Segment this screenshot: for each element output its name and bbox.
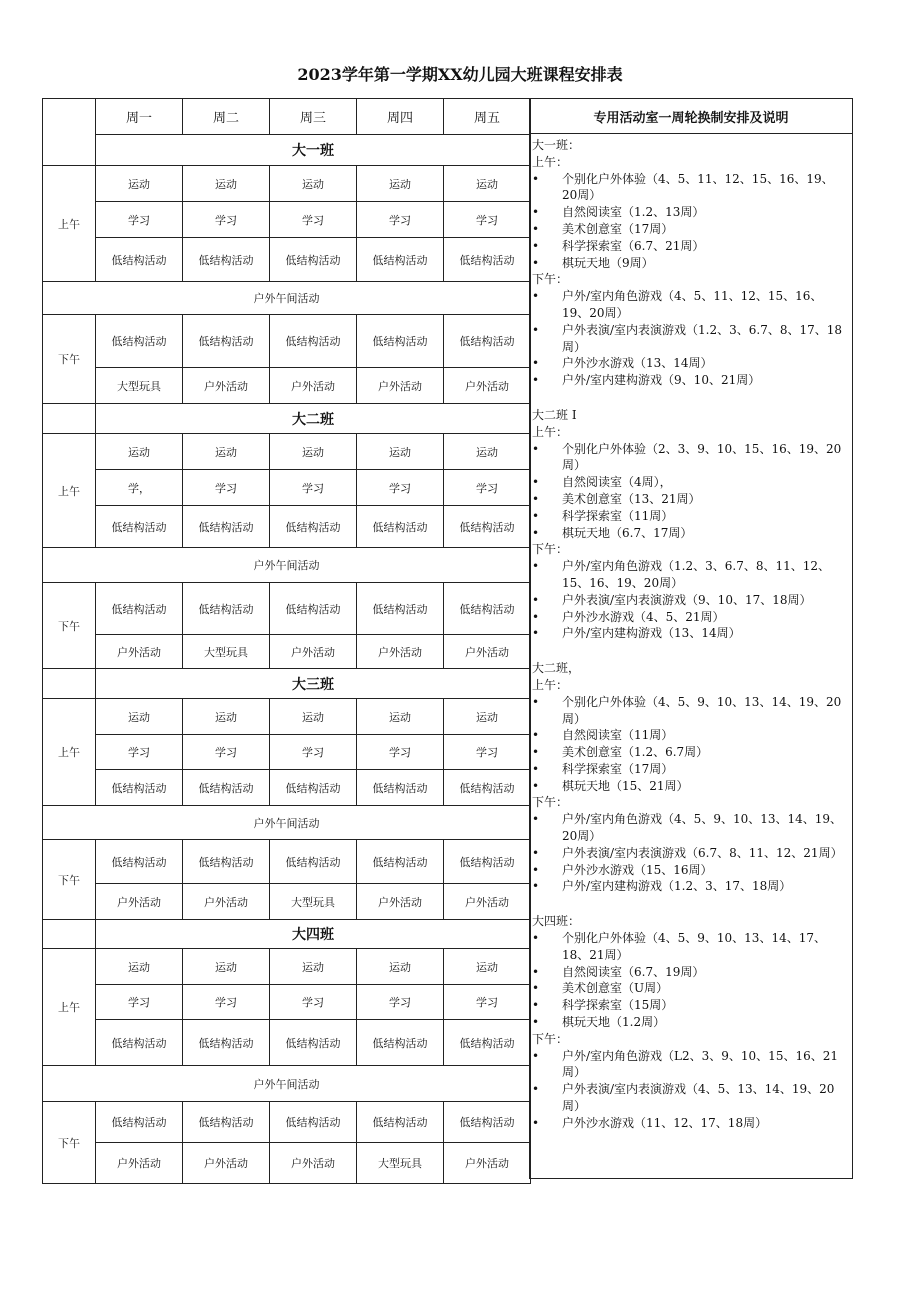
activity-cell: 运动 bbox=[444, 699, 531, 735]
list-item bbox=[530, 811, 852, 845]
bullet-icon: • bbox=[532, 559, 540, 574]
activity-cell: 低结构活动 bbox=[444, 506, 531, 548]
activity-cell: 运动 bbox=[96, 949, 183, 985]
activity-cell: 低结构活动 bbox=[96, 770, 183, 806]
list-item bbox=[530, 930, 852, 964]
activity-cell: 学习 bbox=[270, 735, 357, 770]
item-text: 户外表演/室内表演游戏（1.2、3、6.7、8、17、18周） bbox=[562, 322, 843, 354]
activity-cell: 低结构活动 bbox=[357, 315, 444, 368]
activity-cell: 大型玩具 bbox=[183, 635, 270, 669]
activity-cell: 大型玩具 bbox=[270, 884, 357, 920]
item-text: 自然阅读室（6.7、19周） bbox=[562, 964, 705, 979]
bullet-icon: • bbox=[532, 373, 540, 388]
list-item bbox=[530, 592, 852, 609]
day-header: 周三 bbox=[270, 99, 357, 135]
activity-cell: 低结构活动 bbox=[444, 1102, 531, 1143]
item-text: 自然阅读室（4周）， bbox=[562, 475, 672, 490]
activity-cell: 低结构活动 bbox=[444, 770, 531, 806]
bullet-icon: • bbox=[532, 221, 540, 236]
table-row bbox=[43, 202, 531, 238]
activity-cell: 户外活动 bbox=[183, 368, 270, 404]
bullet-icon: • bbox=[532, 592, 540, 607]
activity-cell: 户外活动 bbox=[357, 884, 444, 920]
activity-cell: 低结构活动 bbox=[96, 1102, 183, 1143]
day-header: 周四 bbox=[357, 99, 444, 135]
bullet-icon: • bbox=[532, 694, 540, 709]
table-row bbox=[43, 506, 531, 548]
activity-cell: 低结构活动 bbox=[183, 583, 270, 635]
item-text: 户外/室内建构游戏（13、14周） bbox=[562, 626, 741, 641]
bullet-icon: • bbox=[532, 728, 540, 743]
list-item bbox=[530, 845, 852, 862]
activity-cell: 低结构活动 bbox=[270, 238, 357, 282]
activity-cell: 低结构活动 bbox=[183, 840, 270, 884]
item-text: 户外表演/室内表演游戏（9、10、17、18周） bbox=[562, 592, 812, 607]
activity-cell: 运动 bbox=[270, 434, 357, 470]
item-text: 美术创意室（1.2、6.7周） bbox=[562, 745, 709, 760]
activity-cell: 低结构活动 bbox=[270, 1020, 357, 1066]
activity-cell: 学， bbox=[96, 470, 183, 506]
bullet-icon: • bbox=[532, 931, 540, 946]
table-row bbox=[43, 282, 531, 315]
item-text: 棋玩天地（9周） bbox=[562, 255, 654, 270]
activity-cell: 学习 bbox=[357, 470, 444, 506]
bullet-icon: • bbox=[532, 609, 540, 624]
item-text: 户外/室内角色游戏（4、5、9、10、13、14、19、20周） bbox=[562, 812, 843, 844]
activity-cell: 大型玩具 bbox=[357, 1143, 444, 1184]
activity-cell: 低结构活动 bbox=[183, 1020, 270, 1066]
activity-cell: 运动 bbox=[357, 949, 444, 985]
bullet-icon: • bbox=[532, 255, 540, 270]
activity-cell: 户外活动 bbox=[270, 635, 357, 669]
list-item bbox=[530, 1115, 852, 1132]
activity-cell: 户外活动 bbox=[444, 884, 531, 920]
table-row bbox=[43, 583, 531, 635]
activity-cell: 低结构活动 bbox=[357, 1020, 444, 1066]
activity-cell: 低结构活动 bbox=[357, 583, 444, 635]
activity-cell: 低结构活动 bbox=[444, 238, 531, 282]
bullet-icon: • bbox=[532, 475, 540, 490]
item-text: 个别化户外体验（4、5、11、12、15、16、19、20周） bbox=[562, 171, 834, 203]
afternoon-label: 下午 bbox=[43, 315, 96, 404]
half-day-label: 上午： bbox=[532, 677, 569, 692]
bullet-icon: • bbox=[532, 508, 540, 523]
table-row bbox=[43, 1020, 531, 1066]
half-day-label: 上午： bbox=[532, 154, 569, 169]
activity-cell: 低结构活动 bbox=[357, 238, 444, 282]
bullet-icon: • bbox=[532, 879, 540, 894]
notes-class-title: 大二班， bbox=[532, 661, 581, 676]
activity-cell: 大型玩具 bbox=[96, 368, 183, 404]
activity-cell: 运动 bbox=[357, 699, 444, 735]
activity-cell: 学习 bbox=[444, 985, 531, 1020]
activity-cell: 学习 bbox=[357, 735, 444, 770]
item-text: 美术创意室（17周） bbox=[562, 221, 674, 236]
item-text: 棋玩天地（15、21周） bbox=[562, 778, 689, 793]
half-day-label: 上午： bbox=[532, 424, 569, 439]
bullet-icon: • bbox=[532, 1048, 540, 1063]
item-text: 户外/室内建构游戏（9、10、21周） bbox=[562, 373, 761, 388]
activity-cell: 运动 bbox=[357, 166, 444, 202]
list-item bbox=[530, 761, 852, 778]
activity-cell: 户外活动 bbox=[183, 1143, 270, 1184]
item-text: 户外/室内角色游戏（1.2、3、6.7、8、11、12、15、16、19、20周） bbox=[562, 559, 831, 590]
list-item bbox=[530, 288, 852, 322]
activity-cell: 运动 bbox=[270, 166, 357, 202]
list-item bbox=[530, 862, 852, 879]
activity-cell: 运动 bbox=[357, 434, 444, 470]
noon-activity: 户外午间活动 bbox=[43, 548, 531, 583]
table-row bbox=[43, 806, 531, 840]
table-row bbox=[43, 920, 531, 949]
list-item bbox=[530, 525, 852, 542]
activity-cell: 低结构活动 bbox=[183, 1102, 270, 1143]
list-item bbox=[530, 372, 852, 389]
table-row bbox=[43, 548, 531, 583]
list-item bbox=[530, 474, 852, 491]
day-header: 周一 bbox=[96, 99, 183, 135]
notes-class-title: 大一班： bbox=[532, 138, 581, 152]
activity-cell: 低结构活动 bbox=[444, 1020, 531, 1066]
activity-cell: 户外活动 bbox=[96, 635, 183, 669]
activity-cell: 低结构活动 bbox=[270, 583, 357, 635]
bullet-icon: • bbox=[532, 626, 540, 641]
table-row bbox=[43, 1102, 531, 1143]
item-text: 个别化户外体验（4、5、9、10、13、14、19、20周） bbox=[562, 694, 842, 726]
afternoon-label: 下午 bbox=[43, 1102, 96, 1184]
activity-cell: 运动 bbox=[183, 434, 270, 470]
table-row bbox=[43, 669, 531, 699]
notes-header: 专用活动室一周轮换制安排及说明 bbox=[530, 99, 852, 134]
list-item bbox=[530, 744, 852, 761]
activity-cell: 学习 bbox=[444, 470, 531, 506]
rotation-notes-panel bbox=[529, 98, 853, 1179]
class-notes bbox=[530, 913, 852, 1131]
list-item bbox=[530, 778, 852, 795]
table-row bbox=[43, 884, 531, 920]
list-item bbox=[530, 609, 852, 626]
item-text: 户外表演/室内表演游戏（6.7、8、11、12、21周） bbox=[562, 845, 843, 860]
page-title: 2023学年第一学期XX幼儿园大班课程安排表 bbox=[297, 65, 623, 84]
morning-label: 上午 bbox=[43, 434, 96, 548]
table-row bbox=[43, 434, 531, 470]
item-text: 美术创意室（13、21周） bbox=[562, 491, 701, 506]
activity-cell: 低结构活动 bbox=[183, 238, 270, 282]
noon-activity: 户外午间活动 bbox=[43, 806, 531, 840]
activity-cell: 学习 bbox=[444, 735, 531, 770]
activity-cell: 户外活动 bbox=[444, 1143, 531, 1184]
table-row bbox=[43, 315, 531, 368]
class-notes bbox=[530, 137, 852, 389]
corner-cell bbox=[43, 99, 96, 166]
activity-cell: 运动 bbox=[96, 166, 183, 202]
activity-cell: 学习 bbox=[96, 735, 183, 770]
activity-cell: 低结构活动 bbox=[444, 583, 531, 635]
activity-cell: 低结构活动 bbox=[96, 506, 183, 548]
morning-label: 上午 bbox=[43, 949, 96, 1066]
day-header: 周五 bbox=[444, 99, 531, 135]
table-row bbox=[43, 949, 531, 985]
class-notes bbox=[530, 407, 852, 642]
bullet-icon: • bbox=[532, 238, 540, 253]
list-item bbox=[530, 491, 852, 508]
item-text: 户外表演/室内表演游戏（4、5、13、14、19、20周） bbox=[562, 1082, 835, 1114]
activity-cell: 运动 bbox=[444, 166, 531, 202]
bullet-icon: • bbox=[532, 745, 540, 760]
activity-cell: 低结构活动 bbox=[96, 238, 183, 282]
activity-cell: 运动 bbox=[96, 434, 183, 470]
list-item bbox=[530, 441, 852, 475]
activity-cell: 低结构活动 bbox=[96, 315, 183, 368]
notes-class-title: 大二班 I bbox=[532, 407, 577, 422]
list-item bbox=[530, 171, 852, 205]
list-item bbox=[530, 204, 852, 221]
activity-cell: 低结构活动 bbox=[357, 770, 444, 806]
item-text: 户外沙水游戏（13、14周） bbox=[562, 356, 713, 371]
activity-cell: 低结构活动 bbox=[444, 315, 531, 368]
bullet-icon: • bbox=[532, 441, 540, 456]
schedule-table bbox=[42, 98, 531, 1184]
class-title: 大四班 bbox=[96, 920, 531, 949]
activity-cell: 户外活动 bbox=[270, 1143, 357, 1184]
activity-cell: 学习 bbox=[183, 202, 270, 238]
activity-cell: 户外活动 bbox=[444, 635, 531, 669]
table-row bbox=[43, 238, 531, 282]
list-item bbox=[530, 508, 852, 525]
activity-cell: 户外活动 bbox=[96, 884, 183, 920]
activity-cell: 户外活动 bbox=[444, 368, 531, 404]
table-row bbox=[43, 1143, 531, 1184]
blank-cell bbox=[43, 920, 96, 949]
bullet-icon: • bbox=[532, 981, 540, 996]
activity-cell: 户外活动 bbox=[357, 635, 444, 669]
bullet-icon: • bbox=[532, 1115, 540, 1130]
list-item bbox=[530, 355, 852, 372]
item-text: 美术创意室（U周） bbox=[562, 981, 669, 996]
class-title: 大三班 bbox=[96, 669, 531, 699]
activity-cell: 低结构活动 bbox=[357, 840, 444, 884]
item-text: 科学探索室（17周） bbox=[562, 761, 674, 776]
afternoon-label: 下午 bbox=[43, 840, 96, 920]
item-text: 户外/室内角色游戏（L2、3、9、10、15、16、21周） bbox=[562, 1048, 838, 1080]
bullet-icon: • bbox=[532, 1082, 540, 1097]
half-day-label: 下午： bbox=[532, 1031, 569, 1046]
bullet-icon: • bbox=[532, 205, 540, 220]
list-item bbox=[530, 558, 852, 592]
activity-cell: 运动 bbox=[183, 949, 270, 985]
bullet-icon: • bbox=[532, 964, 540, 979]
activity-cell: 低结构活动 bbox=[444, 840, 531, 884]
class-notes bbox=[530, 660, 852, 895]
morning-label: 上午 bbox=[43, 699, 96, 806]
list-item bbox=[530, 1014, 852, 1031]
activity-cell: 学习 bbox=[183, 470, 270, 506]
table-row bbox=[43, 770, 531, 806]
activity-cell: 低结构活动 bbox=[357, 506, 444, 548]
list-item bbox=[530, 322, 852, 356]
activity-cell: 户外活动 bbox=[96, 1143, 183, 1184]
activity-cell: 低结构活动 bbox=[183, 315, 270, 368]
item-text: 个别化户外体验（2、3、9、10、15、16、19、20周） bbox=[562, 441, 842, 473]
table-row bbox=[43, 470, 531, 506]
half-day-label: 下午： bbox=[532, 542, 569, 557]
activity-cell: 低结构活动 bbox=[96, 1020, 183, 1066]
activity-cell: 学习 bbox=[357, 985, 444, 1020]
class-title: 大二班 bbox=[96, 404, 531, 434]
activity-cell: 低结构活动 bbox=[270, 1102, 357, 1143]
item-text: 户外沙水游戏（15、16周） bbox=[562, 862, 713, 877]
half-day-label: 下午： bbox=[532, 272, 569, 287]
activity-cell: 学习 bbox=[96, 202, 183, 238]
morning-label: 上午 bbox=[43, 166, 96, 282]
blank-cell bbox=[43, 669, 96, 699]
item-text: 科学探索室（6.7、21周） bbox=[562, 238, 705, 253]
blank-cell bbox=[43, 404, 96, 434]
activity-cell: 低结构活动 bbox=[357, 1102, 444, 1143]
list-item bbox=[530, 1081, 852, 1115]
activity-cell: 低结构活动 bbox=[183, 770, 270, 806]
table-row bbox=[43, 404, 531, 434]
activity-cell: 运动 bbox=[270, 699, 357, 735]
list-item bbox=[530, 625, 852, 642]
notes-body bbox=[530, 134, 852, 1132]
activity-cell: 户外活动 bbox=[270, 368, 357, 404]
list-item bbox=[530, 255, 852, 272]
bullet-icon: • bbox=[532, 356, 540, 371]
bullet-icon: • bbox=[532, 812, 540, 827]
item-text: 自然阅读室（1.2、13周） bbox=[562, 205, 705, 220]
bullet-icon: • bbox=[532, 322, 540, 337]
table-row bbox=[43, 1066, 531, 1102]
list-item bbox=[530, 878, 852, 895]
list-item bbox=[530, 238, 852, 255]
activity-cell: 户外活动 bbox=[357, 368, 444, 404]
table-row bbox=[43, 635, 531, 669]
item-text: 户外沙水游戏（11、12、17、18周） bbox=[562, 1115, 768, 1130]
activity-cell: 学习 bbox=[96, 985, 183, 1020]
activity-cell: 低结构活动 bbox=[96, 583, 183, 635]
table-row bbox=[43, 985, 531, 1020]
table-row bbox=[43, 135, 531, 166]
item-text: 户外/室内角色游戏（4、5、11、12、15、16、19、20周） bbox=[562, 289, 823, 320]
table-row bbox=[43, 368, 531, 404]
bullet-icon: • bbox=[532, 491, 540, 506]
list-item bbox=[530, 727, 852, 744]
activity-cell: 运动 bbox=[96, 699, 183, 735]
bullet-icon: • bbox=[532, 778, 540, 793]
table-row bbox=[43, 699, 531, 735]
activity-cell: 低结构活动 bbox=[270, 506, 357, 548]
activity-cell: 户外活动 bbox=[183, 884, 270, 920]
bullet-icon: • bbox=[532, 171, 540, 186]
item-text: 科学探索室（11周） bbox=[562, 508, 674, 523]
activity-cell: 学习 bbox=[270, 985, 357, 1020]
notes-class-title: 大四班： bbox=[532, 914, 581, 929]
activity-cell: 低结构活动 bbox=[183, 506, 270, 548]
item-text: 棋玩天地（1.2周） bbox=[562, 1015, 666, 1030]
activity-cell: 学习 bbox=[357, 202, 444, 238]
bullet-icon: • bbox=[532, 998, 540, 1013]
activity-cell: 低结构活动 bbox=[270, 840, 357, 884]
activity-cell: 学习 bbox=[183, 735, 270, 770]
activity-cell: 运动 bbox=[183, 166, 270, 202]
list-item bbox=[530, 221, 852, 238]
list-item bbox=[530, 694, 852, 728]
table-row bbox=[43, 840, 531, 884]
activity-cell: 学习 bbox=[270, 202, 357, 238]
table-row bbox=[43, 166, 531, 202]
table-row bbox=[43, 735, 531, 770]
item-text: 户外沙水游戏（4、5、21周） bbox=[562, 609, 725, 624]
item-text: 棋玩天地（6.7、17周） bbox=[562, 525, 693, 540]
noon-activity: 户外午间活动 bbox=[43, 282, 531, 315]
item-text: 自然阅读室（11周） bbox=[562, 728, 674, 743]
activity-cell: 低结构活动 bbox=[96, 840, 183, 884]
bullet-icon: • bbox=[532, 1015, 540, 1030]
bullet-icon: • bbox=[532, 525, 540, 540]
list-item bbox=[530, 997, 852, 1014]
activity-cell: 低结构活动 bbox=[270, 770, 357, 806]
activity-cell: 运动 bbox=[444, 434, 531, 470]
bullet-icon: • bbox=[532, 862, 540, 877]
activity-cell: 学习 bbox=[444, 202, 531, 238]
bullet-icon: • bbox=[532, 289, 540, 304]
class-title: 大一班 bbox=[96, 135, 531, 166]
activity-cell: 运动 bbox=[270, 949, 357, 985]
bullet-icon: • bbox=[532, 845, 540, 860]
afternoon-label: 下午 bbox=[43, 583, 96, 669]
half-day-label: 下午： bbox=[532, 795, 569, 810]
table-row bbox=[43, 99, 531, 135]
activity-cell: 运动 bbox=[183, 699, 270, 735]
list-item bbox=[530, 980, 852, 997]
list-item bbox=[530, 964, 852, 981]
item-text: 个别化户外体验（4、5、9、10、13、14、17、18、21周） bbox=[562, 931, 826, 962]
list-item bbox=[530, 1048, 852, 1082]
noon-activity: 户外午间活动 bbox=[43, 1066, 531, 1102]
activity-cell: 学习 bbox=[183, 985, 270, 1020]
activity-cell: 低结构活动 bbox=[270, 315, 357, 368]
activity-cell: 运动 bbox=[444, 949, 531, 985]
day-header: 周二 bbox=[183, 99, 270, 135]
bullet-icon: • bbox=[532, 761, 540, 776]
item-text: 户外/室内建构游戏（1.2、3、17、18周） bbox=[562, 879, 792, 894]
activity-cell: 学习 bbox=[270, 470, 357, 506]
item-text: 科学探索室（15周） bbox=[562, 998, 674, 1013]
